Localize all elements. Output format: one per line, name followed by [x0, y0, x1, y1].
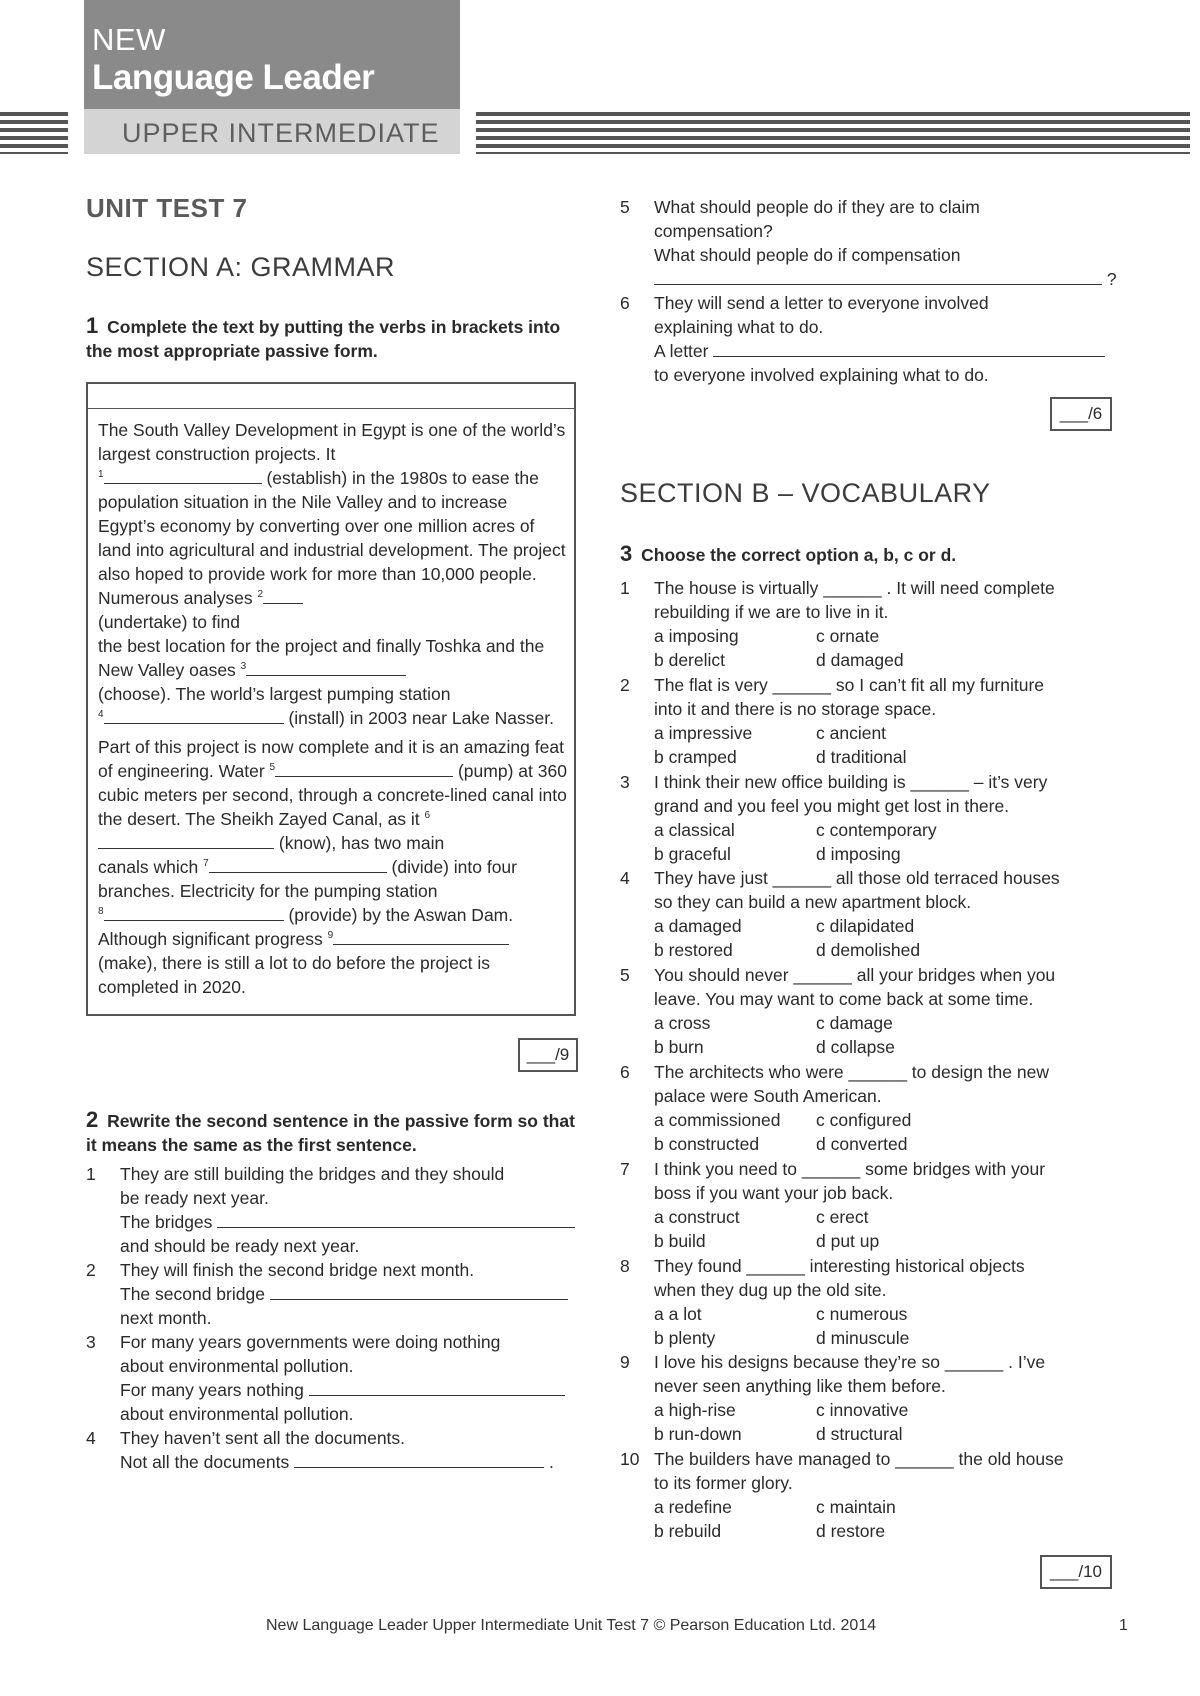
item-number: 5 [620, 197, 630, 217]
gap-number-6: 6 [424, 810, 431, 822]
option-c[interactable]: c contemporary [816, 819, 937, 840]
item-body [120, 1162, 575, 1258]
option-c[interactable]: c innovative [816, 1400, 909, 1421]
question-number: 2 [620, 674, 630, 695]
gap-verb-5: (pump) [457, 761, 514, 781]
gap-verb-8: (provide) by the Aswan Dam. [288, 905, 514, 925]
question-line: to its former glory. [654, 1473, 793, 1494]
exercise-2-text: Rewrite the second sentence in the passive form so that it means the same as the first sentence. [86, 1111, 575, 1155]
question-line: I think you need to ______ some bridges with your [654, 1158, 1046, 1179]
option-d[interactable]: d collapse [816, 1037, 895, 1058]
item-sentence-line: compensation? [654, 221, 773, 241]
section-a-title: SECTION A: GRAMMAR [86, 252, 396, 282]
answer-line[interactable] [270, 1283, 568, 1300]
answer-line[interactable] [713, 340, 1105, 357]
item-number: 1 [86, 1164, 96, 1184]
question-line: The flat is very ______ so I can’t fit all my furniture [654, 674, 1045, 695]
gap-3[interactable] [246, 659, 406, 676]
item-rewrite-line [120, 1450, 554, 1474]
gap-verb-4: (install) in 2003 near Lake Nasser. [288, 708, 554, 728]
gap-number-3: 3 [240, 661, 247, 673]
exercise-3-text: Choose the correct option a, b, c or d. [641, 545, 957, 565]
option-a[interactable]: a imposing [654, 626, 739, 646]
item-number: 4 [86, 1428, 96, 1448]
question-line: You should never ______ all your bridges when you [654, 965, 1056, 986]
option-c[interactable]: c erect [816, 1206, 869, 1227]
vocab-question-3 [620, 770, 1120, 866]
item-rewrite-line [654, 339, 1105, 363]
item-sentence-line: about environmental pollution. [120, 1404, 354, 1424]
question-body [654, 1060, 1049, 1108]
item-sentence-line: to everyone involved explaining what to do. [654, 365, 989, 385]
brand-logo [84, 0, 460, 154]
gap-number-7: 7 [203, 858, 209, 870]
item-sentence-line: be ready next year. [120, 1188, 269, 1208]
rewrite-item-5 [620, 195, 1120, 293]
option-a[interactable]: a redefine [654, 1497, 732, 1518]
option-b[interactable]: b run-down [654, 1424, 742, 1445]
question-line: grand and you feel you might get lost in there. [654, 795, 1010, 816]
option-d[interactable]: d traditional [816, 746, 907, 767]
option-a[interactable]: a a lot [654, 1303, 702, 1324]
option-c[interactable]: c maintain [816, 1497, 896, 1518]
vocab-question-4 [620, 866, 1120, 962]
option-d[interactable]: d demolished [816, 940, 921, 961]
gap-verb-7: (divide) into four [391, 857, 517, 877]
item-sentence-line: What should people do if they are to claim [654, 197, 980, 217]
gap-6[interactable] [98, 832, 274, 849]
exercise-1-number: 1 [86, 313, 99, 338]
question-body [654, 963, 1055, 1011]
option-a[interactable]: a impressive [654, 722, 753, 743]
item-sentence-line: and should be ready next year. [120, 1236, 360, 1256]
question-body [654, 1447, 1064, 1495]
option-c[interactable]: c ornate [816, 626, 880, 646]
vocab-question-7 [620, 1157, 1120, 1253]
unit-title: UNIT TEST 7 [86, 193, 248, 223]
item-sentence-line: explaining what to do. [654, 317, 824, 337]
option-c[interactable]: c damage [816, 1013, 893, 1034]
option-a[interactable]: a high-rise [654, 1400, 736, 1421]
vocab-question-5 [620, 963, 1120, 1059]
item-rewrite-line [120, 1210, 575, 1234]
rewrite-item-3 [86, 1330, 586, 1428]
item-sentence-line: next month. [120, 1308, 212, 1328]
question-line: never seen anything like them before. [654, 1376, 946, 1397]
item-rewrite-line [120, 1378, 565, 1402]
gap-8[interactable] [104, 904, 284, 921]
item-body [654, 291, 1105, 387]
passage-paragraph-2 [98, 735, 568, 999]
passage-text [98, 418, 568, 1004]
gap-number-8: 8 [98, 906, 104, 918]
item-prompt: The second bridge [120, 1284, 265, 1304]
passage-paragraph-1 [98, 418, 568, 730]
item-end-punct: . [549, 1452, 554, 1472]
option-d[interactable]: d converted [816, 1134, 908, 1154]
question-number: 4 [620, 868, 630, 889]
question-number: 9 [620, 1352, 630, 1373]
option-a[interactable]: a damaged [654, 916, 742, 937]
question-number: 1 [620, 578, 630, 598]
item-sentence-line: They will finish the second bridge next month. [120, 1260, 475, 1280]
vocab-question-6 [620, 1060, 1120, 1156]
answer-line[interactable] [294, 1451, 544, 1468]
option-d[interactable]: d structural [816, 1424, 903, 1445]
gap-number-1: 1 [98, 469, 104, 481]
gap-verb-3: (choose). The world’s largest pumping station [98, 684, 451, 704]
question-body [654, 866, 1060, 914]
section-b-title: SECTION B – VOCABULARY [620, 478, 991, 508]
question-line: The builders have managed to ______ the old house [654, 1449, 1064, 1470]
gap-number-4: 4 [98, 709, 104, 721]
item-prompt: For many years nothing [120, 1380, 304, 1400]
option-d[interactable]: d restore [816, 1521, 886, 1542]
question-line: I love his designs because they’re so ______ . I’ve [654, 1352, 1046, 1373]
option-b[interactable]: b restored [654, 940, 733, 961]
question-line: rebuilding if we are to live in it. [654, 602, 889, 622]
option-b[interactable]: b derelict [654, 650, 726, 670]
option-b[interactable]: b plenty [654, 1327, 716, 1348]
gap-2[interactable] [263, 587, 303, 604]
item-sentence-line: For many years governments were doing nothing [120, 1332, 501, 1352]
item-answer-row [654, 267, 1117, 291]
question-line: palace were South American. [654, 1086, 882, 1106]
item-rewrite-line [120, 1282, 568, 1306]
gap-4[interactable] [104, 707, 284, 724]
question-body [654, 770, 1047, 818]
vocab-question-10 [620, 1447, 1120, 1543]
reading-passage-box [86, 382, 576, 1016]
passage-text-segment: at 360 cubic meters per second, through a concrete-lined canal into the desert. The Sheikh Zayed Canal, as it [98, 761, 567, 829]
exercise-2-score-box: ___/6 [1050, 397, 1112, 431]
exercise-1-score-box: ___/9 [518, 1038, 578, 1072]
item-sentence-line: They haven’t sent all the documents. [120, 1428, 406, 1448]
passage-text-segment: (make), there is still a lot to do before the project is completed in 2020. [98, 953, 490, 997]
brand-line-2: Language Leader [92, 58, 375, 97]
item-body [654, 195, 1117, 291]
gap-verb-2: (undertake) to find [98, 612, 241, 632]
item-number: 6 [620, 293, 630, 313]
option-b[interactable]: b burn [654, 1037, 704, 1058]
option-b[interactable]: b build [654, 1230, 706, 1251]
rewrite-item-4 [86, 1426, 586, 1476]
item-prompt: The bridges [120, 1212, 213, 1232]
question-body [654, 1350, 1045, 1398]
item-prompt: Not all the documents [120, 1452, 290, 1472]
option-d[interactable]: d minuscule [816, 1327, 910, 1348]
question-line: into it and there is no storage space. [654, 698, 937, 719]
option-b[interactable]: b rebuild [654, 1521, 722, 1542]
answer-line[interactable] [217, 1211, 575, 1228]
page-number: 1 [1119, 1617, 1128, 1634]
item-number: 2 [86, 1260, 96, 1280]
question-line: leave. You may want to come back at some time. [654, 989, 1034, 1010]
header-stripes-left [0, 112, 68, 154]
passage-text-segment: The South Valley Development in Egypt is one of the world’s largest construction projects. It [98, 420, 566, 464]
option-b[interactable]: b constructed [654, 1134, 760, 1154]
passage-text-segment: the population situation in the Nile Valley and to increase Egypt’s economy by converting over one million acres of land into agricultural and industrial development. The project also hoped to provide work for more than 10,000 people. Numerous analyses [98, 468, 566, 608]
option-d[interactable]: d imposing [816, 843, 901, 864]
gap-verb-6: (know), has two main [278, 833, 445, 853]
question-line: I think their new office building is ______ – it’s very [654, 771, 1048, 792]
rewrite-item-6 [620, 291, 1120, 389]
item-body [120, 1258, 568, 1330]
header-stripes-right [476, 112, 1190, 154]
level-label: UPPER INTERMEDIATE [122, 118, 440, 148]
question-number: 3 [620, 771, 630, 792]
answer-line[interactable] [654, 268, 1102, 285]
question-line: The house is virtually ______ . It will need complete [654, 578, 1055, 598]
question-line: They have just ______ all those old terraced houses [654, 868, 1060, 889]
option-a[interactable]: a construct [654, 1206, 740, 1227]
rewrite-item-2 [86, 1258, 586, 1332]
gap-1[interactable] [104, 467, 262, 484]
item-end-punct: ? [1106, 269, 1117, 289]
item-sentence-line: They will send a letter to everyone involved [654, 293, 989, 313]
gap-verb-1: (establish) in the 1980s to ease [266, 468, 510, 488]
question-number: 10 [620, 1449, 640, 1470]
item-sentence-line: They are still building the bridges and they should [120, 1164, 505, 1184]
question-number: 8 [620, 1255, 630, 1276]
gap-7[interactable] [209, 856, 387, 873]
item-prompt: A letter [654, 341, 709, 361]
item-body [120, 1426, 554, 1474]
question-line: The architects who were ______ to design the new [654, 1062, 1049, 1082]
option-a[interactable]: a classical [654, 819, 735, 840]
gap-9[interactable] [333, 928, 509, 945]
option-b[interactable]: b graceful [654, 843, 731, 864]
passage-text-segment: the best location for the project and finally Toshka and the New Valley oases [98, 636, 545, 680]
item-number: 3 [86, 1332, 96, 1352]
option-d[interactable]: d damaged [816, 650, 904, 670]
question-line: so they can build a new apartment block. [654, 892, 972, 913]
option-c[interactable]: c ancient [816, 722, 887, 743]
exercise-2-number: 2 [86, 1107, 99, 1132]
question-body [654, 576, 1055, 624]
question-number: 6 [620, 1062, 630, 1082]
passage-text-segment: canals which [98, 857, 199, 877]
option-c[interactable]: c configured [816, 1110, 912, 1130]
option-a[interactable]: a cross [654, 1013, 711, 1034]
vocab-question-8 [620, 1254, 1120, 1350]
gap-number-2: 2 [257, 589, 264, 601]
question-line: when they dug up the old site. [654, 1279, 887, 1300]
answer-line[interactable] [309, 1379, 565, 1396]
exercise-3-score-box: ___/10 [1040, 1555, 1112, 1589]
vocab-question-9 [620, 1350, 1120, 1446]
exercise-3-number: 3 [620, 541, 633, 566]
vocab-question-2 [620, 673, 1120, 769]
item-sentence-line: about environmental pollution. [120, 1356, 354, 1376]
exercise-1-text: Complete the text by putting the verbs in brackets into the most appropriate passive form. [86, 317, 561, 361]
gap-5[interactable] [275, 760, 453, 777]
passage-top-rule [88, 408, 574, 409]
question-body [654, 1157, 1045, 1205]
option-c[interactable]: c dilapidated [816, 916, 915, 937]
question-body [654, 1254, 1025, 1302]
gap-number-9: 9 [327, 930, 334, 942]
vocab-question-1 [620, 576, 1120, 672]
exercise-3-instruction [620, 542, 1120, 567]
item-body [120, 1330, 565, 1426]
question-body [654, 673, 1044, 721]
question-number: 7 [620, 1158, 630, 1179]
rewrite-item-1 [86, 1162, 586, 1260]
passage-text-segment: branches. Electricity for the pumping station [98, 881, 438, 901]
passage-text-segment: Although significant progress [98, 929, 323, 949]
item-rewrite-line: What should people do if compensation [654, 245, 961, 265]
question-number: 5 [620, 965, 630, 986]
exercise-2-instruction [86, 1108, 586, 1157]
option-a[interactable]: a commissioned [654, 1110, 781, 1130]
passage-text-segment: Part of this project is now complete and it is an amazing feat of engineering. Water [98, 737, 564, 781]
question-line: boss if you want your job back. [654, 1182, 894, 1203]
option-d[interactable]: d put up [816, 1230, 880, 1251]
exercise-1-instruction [86, 314, 586, 363]
option-b[interactable]: b cramped [654, 746, 737, 767]
option-c[interactable]: c numerous [816, 1303, 908, 1324]
gap-number-5: 5 [269, 762, 276, 774]
question-line: They found ______ interesting historical objects [654, 1255, 1025, 1276]
page-footer: New Language Leader Upper Intermediate Unit Test 7 © Pearson Education Ltd. 2014 [266, 1617, 877, 1634]
brand-line-1: NEW [92, 22, 166, 57]
